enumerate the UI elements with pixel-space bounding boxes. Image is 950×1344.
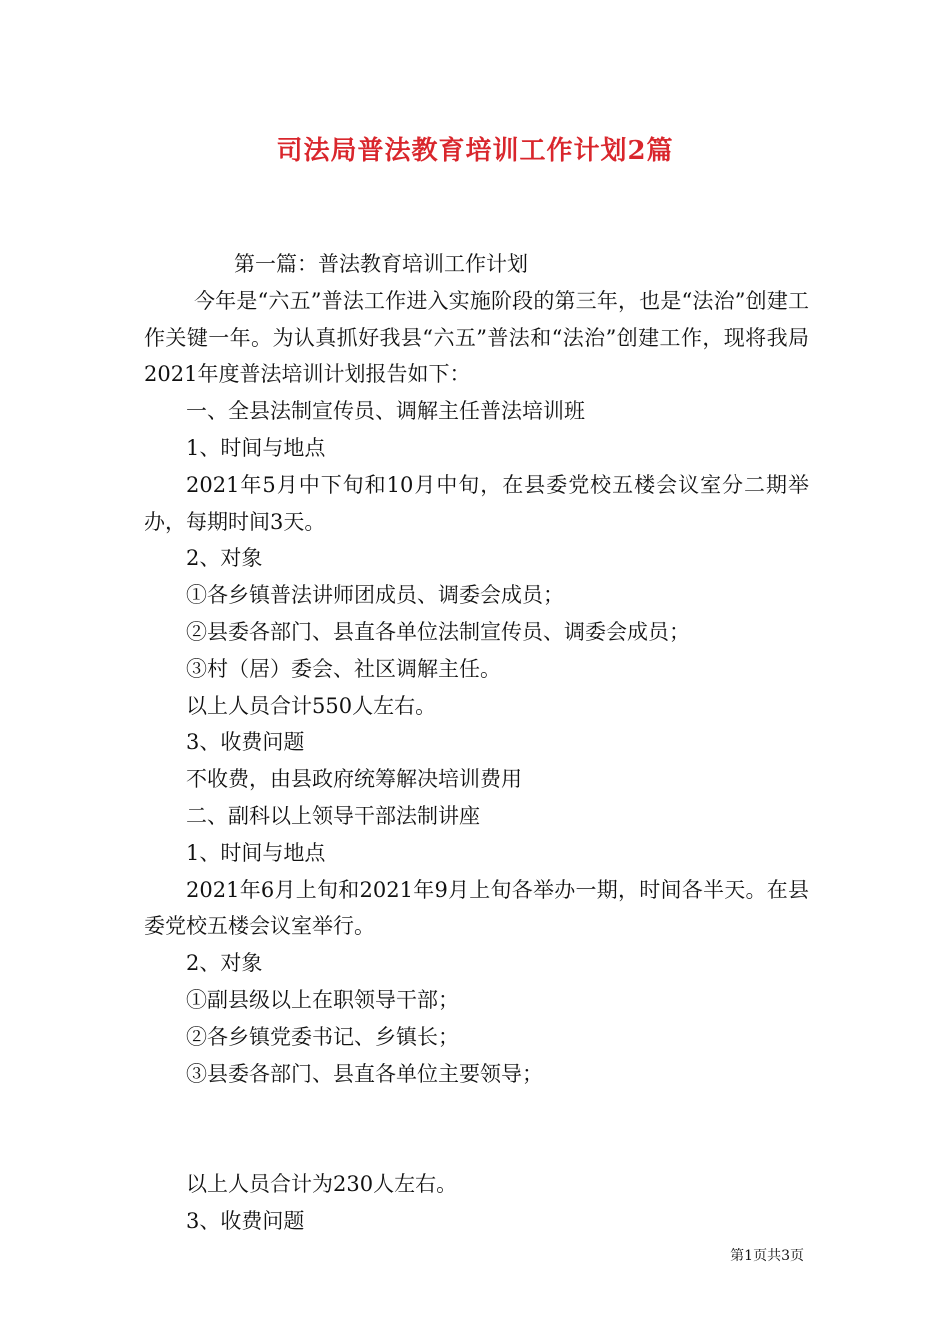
- section-1-target-item: ①各乡镇普法讲师团成员、调委会成员；: [186, 583, 564, 608]
- section-1-title: 一、全县法制宣传员、调解主任普法培训班: [186, 399, 585, 424]
- section-2-target-item: ①副县级以上在职领导干部；: [186, 987, 459, 1012]
- section-1-target-title: 2、对象: [186, 546, 263, 571]
- document-body: [144, 246, 809, 1240]
- section-2-target-item: ②各乡镇党委书记、乡镇长；: [186, 1024, 459, 1049]
- document-title: 司法局普法教育培训工作计划2篇: [276, 136, 674, 166]
- blank-space: [144, 1092, 809, 1166]
- section-1-target-item: ③村（居）委会、社区调解主任。: [186, 656, 501, 681]
- page-number-footer: 第1页共3页: [730, 1248, 804, 1264]
- section-1-time-text: 2021年5月中下旬和10月中旬，在县委党校五楼会议室分二期举办，每期时间3天。: [144, 472, 809, 534]
- section-2-target-item: ③县委各部门、县直各单位主要领导；: [186, 1061, 543, 1086]
- section-1-fee-title: 3、收费问题: [186, 730, 305, 755]
- section-1-total: 以上人员合计550人左右。: [186, 693, 437, 718]
- section-1-fee-text: 不收费，由县政府统筹解决培训费用: [186, 767, 522, 792]
- section-1-target-item: ②县委各部门、县直各单位法制宣传员、调委会成员；: [186, 619, 690, 644]
- chapter-heading: 第一篇：普法教育培训工作计划: [234, 252, 528, 276]
- section-2-total: 以上人员合计为230人左右。: [186, 1172, 458, 1197]
- section-2-title: 二、副科以上领导干部法制讲座: [186, 803, 480, 828]
- section-2-target-title: 2、对象: [186, 951, 263, 976]
- section-2-time-title: 1、时间与地点: [186, 840, 326, 865]
- section-2-fee-title: 3、收费问题: [186, 1209, 305, 1234]
- section-1-time-title: 1、时间与地点: [186, 435, 326, 460]
- intro-paragraph: 今年是“六五”普法工作进入实施阶段的第三年，也是“法治”创建工作关键一年。为认真抓好我县“六五”普法和“法治”创建工作，现将我局2021年度普法培训计划报告如下：: [144, 288, 809, 387]
- section-2-time-text: 2021年6月上旬和2021年9月上旬各举办一期，时间各半天。在县委党校五楼会议室举行。: [144, 877, 809, 939]
